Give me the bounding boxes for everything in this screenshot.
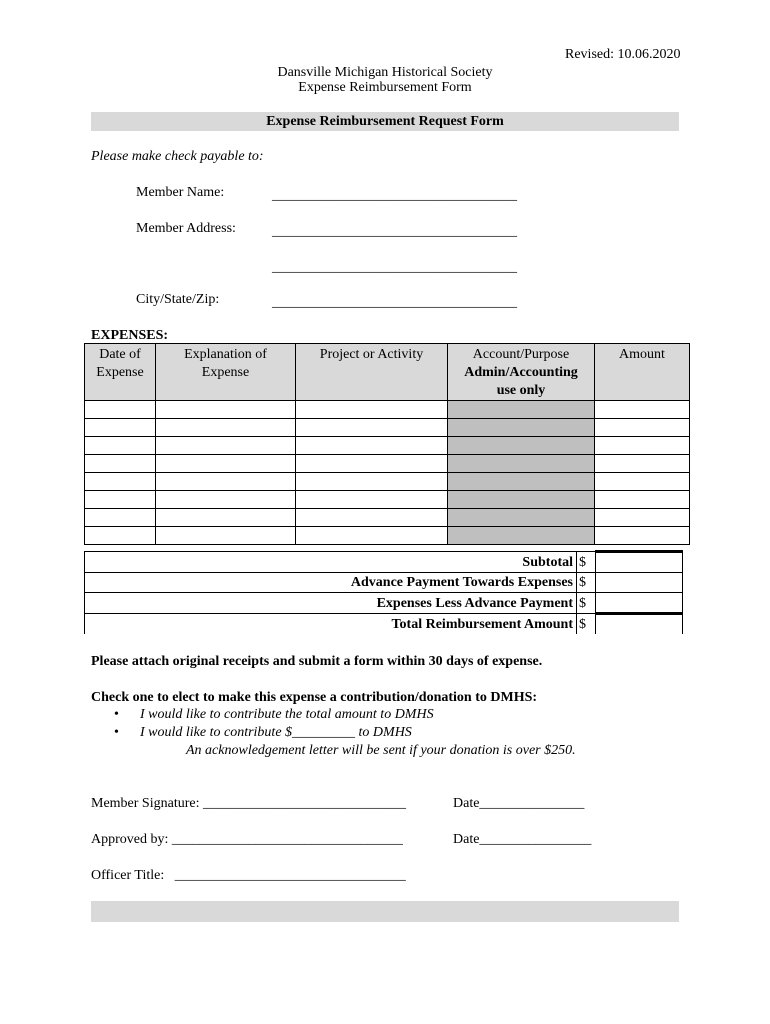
member-name-label: Member Name: <box>136 185 225 200</box>
expenses-header-row <box>85 344 690 401</box>
advance-payment-currency: $ <box>577 573 596 593</box>
date-cell[interactable] <box>85 491 156 509</box>
expenses-less-advance-label: Expenses Less Advance Payment <box>85 593 577 614</box>
amount-cell[interactable] <box>595 401 690 419</box>
title-banner <box>91 112 679 131</box>
amount-cell[interactable] <box>595 437 690 455</box>
subtotal-currency: $ <box>577 552 596 573</box>
explanation-cell[interactable] <box>156 455 296 473</box>
donation-option-partial[interactable]: I would like to contribute $_________ to DMHS <box>140 725 412 740</box>
account-cell <box>448 509 595 527</box>
project-cell[interactable] <box>296 401 448 419</box>
total-reimbursement-row <box>85 614 683 635</box>
member-signature-field[interactable]: Member Signature: _____________________________ <box>91 796 406 811</box>
expense-row <box>85 437 690 455</box>
expenses-less-advance-row <box>85 593 683 614</box>
project-cell[interactable] <box>296 527 448 545</box>
project-cell[interactable] <box>296 419 448 437</box>
expense-row <box>85 455 690 473</box>
date-cell[interactable] <box>85 419 156 437</box>
total-reimbursement-currency: $ <box>577 614 596 635</box>
col-account-header <box>448 344 595 401</box>
expenses-less-advance-amount-field[interactable] <box>596 593 683 614</box>
expense-row <box>85 527 690 545</box>
col-project-header: Project or Activity <box>296 344 448 401</box>
amount-cell[interactable] <box>595 419 690 437</box>
project-cell[interactable] <box>296 473 448 491</box>
acknowledgement-note: An acknowledgement letter will be sent if your donation is over $250. <box>186 743 576 758</box>
city-state-zip-field[interactable]: ___________________________________ <box>272 295 517 310</box>
account-purpose-label: Account/Purpose <box>472 347 570 362</box>
city-state-zip-label: City/State/Zip: <box>136 292 220 307</box>
project-cell[interactable] <box>296 491 448 509</box>
bullet-icon: • <box>114 725 119 740</box>
project-cell[interactable] <box>296 455 448 473</box>
date-cell[interactable] <box>85 437 156 455</box>
expense-row <box>85 491 690 509</box>
member-address-label: Member Address: <box>136 221 236 236</box>
explanation-cell[interactable] <box>156 401 296 419</box>
expense-row <box>85 401 690 419</box>
date-cell[interactable] <box>85 401 156 419</box>
explanation-cell[interactable] <box>156 437 296 455</box>
advance-payment-label: Advance Payment Towards Expenses <box>85 573 577 593</box>
date-cell[interactable] <box>85 473 156 491</box>
member-address-field-2[interactable]: ___________________________________ <box>272 260 517 275</box>
amount-cell[interactable] <box>595 509 690 527</box>
advance-payment-amount-field[interactable] <box>596 573 683 593</box>
explanation-cell[interactable] <box>156 491 296 509</box>
approved-by-field[interactable]: Approved by: _________________________________ <box>91 832 403 847</box>
payable-intro: Please make check payable to: <box>91 149 264 164</box>
receipts-instruction: Please attach original receipts and submit a form within 30 days of expense. <box>91 654 543 669</box>
approval-date-field[interactable]: Date________________ <box>453 832 592 847</box>
expense-row <box>85 509 690 527</box>
subtotal-amount-field[interactable] <box>596 552 683 573</box>
amount-cell[interactable] <box>595 455 690 473</box>
account-cell <box>448 455 595 473</box>
footer-banner <box>91 901 679 922</box>
signature-date-field[interactable]: Date_______________ <box>453 796 585 811</box>
date-cell[interactable] <box>85 527 156 545</box>
revised-date: Revised: 10.06.2020 <box>565 47 681 62</box>
member-address-field[interactable]: ___________________________________ <box>272 224 517 239</box>
account-cell <box>448 419 595 437</box>
account-cell <box>448 527 595 545</box>
account-admin-note: Admin/Accounting use only <box>464 365 578 398</box>
form-name: Expense Reimbursement Form <box>298 80 472 95</box>
project-cell[interactable] <box>296 509 448 527</box>
amount-cell[interactable] <box>595 473 690 491</box>
subtotal-label: Subtotal <box>85 552 577 573</box>
totals-table <box>84 550 683 634</box>
account-cell <box>448 473 595 491</box>
account-cell <box>448 437 595 455</box>
project-cell[interactable] <box>296 437 448 455</box>
member-name-field[interactable]: ___________________________________ <box>272 188 517 203</box>
total-reimbursement-amount-field[interactable] <box>596 614 683 635</box>
expenses-less-advance-currency: $ <box>577 593 596 614</box>
explanation-cell[interactable] <box>156 509 296 527</box>
banner-title: Expense Reimbursement Request Form <box>266 114 504 129</box>
advance-payment-row <box>85 573 683 593</box>
expenses-title: EXPENSES: <box>91 328 169 343</box>
organization-name: Dansville Michigan Historical Society <box>277 65 493 80</box>
explanation-cell[interactable] <box>156 419 296 437</box>
amount-cell[interactable] <box>595 491 690 509</box>
donation-heading: Check one to elect to make this expense a contribution/donation to DMHS: <box>91 690 538 705</box>
date-cell[interactable] <box>85 455 156 473</box>
expenses-table <box>84 343 690 545</box>
officer-title-field[interactable]: Officer Title: _________________________________ <box>91 868 406 883</box>
col-amount-header: Amount <box>595 344 690 401</box>
explanation-cell[interactable] <box>156 527 296 545</box>
col-explanation-header: Explanation of Expense <box>156 344 296 401</box>
donation-option-total[interactable]: I would like to contribute the total amount to DMHS <box>140 707 434 722</box>
col-date-header: Date of Expense <box>85 344 156 401</box>
expense-row <box>85 419 690 437</box>
account-cell <box>448 491 595 509</box>
subtotal-row <box>85 552 683 573</box>
bullet-icon: • <box>114 707 119 722</box>
amount-cell[interactable] <box>595 527 690 545</box>
explanation-cell[interactable] <box>156 473 296 491</box>
total-reimbursement-label: Total Reimbursement Amount <box>85 614 577 635</box>
expense-row <box>85 473 690 491</box>
date-cell[interactable] <box>85 509 156 527</box>
account-cell <box>448 401 595 419</box>
